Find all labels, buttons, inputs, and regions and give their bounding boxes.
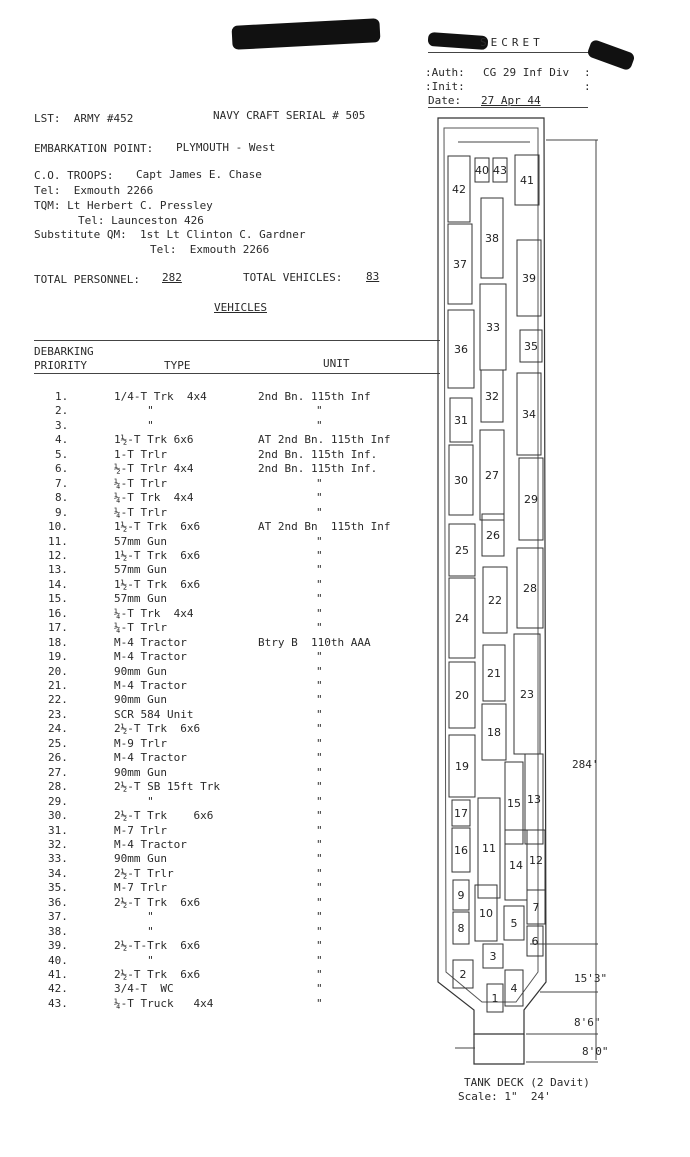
vehicle-slot-label-11: 11: [482, 842, 496, 855]
type-cell: 1½-T Trk 6x6: [114, 577, 201, 591]
vehicle-slot-label-26: 26: [486, 529, 500, 542]
type-cell: 90mm Gun: [114, 664, 167, 678]
unit-cell: ": [316, 707, 323, 721]
priority-cell: 21.: [48, 679, 68, 692]
co-troops-label: C.O. TROOPS:: [34, 169, 114, 182]
tqm-tel: Tel: Launceston 426: [78, 214, 204, 227]
type-cell: ¼-T Truck 4x4: [114, 996, 214, 1010]
priority-cell: 15.: [48, 592, 68, 606]
co-troops-value: Capt James E. Chase: [136, 168, 262, 181]
vehicle-slot-label-2: 2: [459, 968, 467, 981]
type-cell: 90mm Gun: [114, 852, 167, 866]
priority-cell: 43.: [48, 996, 68, 1010]
unit-cell: AT 2nd Bn. 115th Inf: [258, 433, 391, 447]
priority-cell: 11.: [48, 534, 68, 548]
type-cell: 1-T Trlr: [114, 447, 167, 461]
type-cell: ": [114, 418, 154, 432]
unit-cell: ": [316, 577, 323, 591]
unit-cell: ": [316, 736, 323, 750]
priority-cell: 6.: [55, 462, 69, 476]
vehicle-slot-label-5: 5: [510, 917, 518, 930]
type-cell: ½-T Trlr 4x4: [114, 462, 194, 476]
unit-cell: ": [316, 404, 323, 418]
type-cell: M-4 Tractor: [114, 635, 187, 649]
type-cell: 2½-T Trk 6x6: [114, 895, 201, 909]
vehicle-slot-label-34: 34: [522, 408, 536, 421]
type-cell: SCR 584 Unit: [114, 707, 194, 721]
priority-cell: 5.: [55, 447, 69, 461]
col-debarking-1: DEBARKING: [34, 345, 94, 358]
vehicle-slot-label-31: 31: [454, 414, 468, 427]
type-cell: M-4 Tractor: [114, 751, 187, 765]
vehicle-slot-label-41: 41: [520, 174, 534, 187]
lst-number: LST: ARMY #452: [34, 112, 134, 125]
priority-cell: 8.: [55, 491, 69, 505]
total-vehicles-value: 83: [366, 270, 380, 283]
vehicle-slot-label-38: 38: [485, 232, 499, 245]
type-cell: ": [114, 924, 154, 938]
embarkation-value: PLYMOUTH - West: [176, 141, 276, 154]
unit-cell: ": [316, 476, 323, 490]
unit-cell: ": [316, 809, 323, 823]
unit-cell: ": [316, 534, 323, 548]
unit-cell: ": [316, 418, 323, 432]
priority-cell: 24.: [48, 722, 68, 736]
vehicle-slot-label-13: 13: [527, 793, 541, 806]
type-cell: 1½-T Trk 6x6: [114, 548, 201, 562]
navy-serial: NAVY CRAFT SERIAL # 505: [213, 109, 366, 122]
priority-cell: 13.: [48, 563, 68, 577]
unit-cell: ": [316, 895, 323, 909]
vehicle-slot-label-35: 35: [524, 340, 538, 353]
priority-cell: 16.: [48, 606, 68, 620]
priority-cell: 10.: [48, 520, 68, 534]
dim-2: 8'6": [574, 1016, 601, 1029]
type-cell: 2½-T Trk 6x6: [114, 809, 214, 823]
col-debarking-2: PRIORITY: [34, 359, 87, 372]
vehicle-slot-label-22: 22: [488, 594, 502, 607]
vehicle-slot-label-20: 20: [455, 689, 469, 702]
priority-cell: 33.: [48, 852, 68, 866]
priority-cell: 25.: [48, 736, 68, 750]
vehicle-slot-label-12: 12: [529, 854, 543, 867]
type-cell: ": [114, 794, 154, 808]
type-cell: M-4 Tractor: [114, 679, 187, 692]
vehicle-slot-label-33: 33: [486, 321, 500, 334]
unit-cell: ": [316, 924, 323, 938]
unit-cell: ": [316, 751, 323, 765]
vehicle-slot-label-14: 14: [509, 859, 523, 872]
vehicle-slot-label-43: 43: [493, 164, 507, 177]
priority-cell: 18.: [48, 635, 68, 649]
unit-cell: ": [316, 881, 323, 895]
vehicle-slot-label-30: 30: [454, 474, 468, 487]
unit-cell: ": [316, 939, 323, 953]
type-cell: M-7 Trlr: [114, 823, 167, 837]
unit-cell: ": [316, 621, 323, 635]
dim-length: 284': [572, 758, 599, 771]
priority-cell: 26.: [48, 751, 68, 765]
unit-cell: ": [316, 953, 323, 967]
bow-ramp: [474, 1034, 524, 1064]
priority-cell: 14.: [48, 577, 68, 591]
type-cell: 1/4-T Trk 4x4: [114, 390, 207, 403]
unit-cell: Btry B 110th AAA: [258, 635, 371, 649]
type-cell: ": [114, 953, 154, 967]
priority-cell: 1.: [55, 390, 69, 403]
priority-cell: 37.: [48, 910, 68, 924]
priority-cell: 29.: [48, 794, 68, 808]
vehicle-slot-label-42: 42: [452, 183, 466, 196]
priority-cell: 41.: [48, 968, 68, 981]
auth-label: :Auth:: [425, 66, 465, 79]
vehicle-slot-label-1: 1: [491, 992, 499, 1005]
priority-cell: 39.: [48, 939, 68, 953]
type-cell: ¼-T Trlr: [114, 505, 167, 519]
priority-cell: 38.: [48, 924, 68, 938]
total-vehicles-label: TOTAL VEHICLES:: [243, 271, 343, 284]
unit-cell: ": [316, 794, 323, 808]
deck-scale: Scale: 1" 24': [458, 1090, 551, 1103]
vehicle-slot-label-40: 40: [475, 164, 489, 177]
dim-3: 8'0": [582, 1045, 609, 1058]
unit-cell: ": [316, 664, 323, 678]
vehicle-slot-label-27: 27: [485, 469, 499, 482]
vehicles-heading: VEHICLES: [214, 301, 267, 314]
priority-cell: 32.: [48, 837, 68, 851]
unit-cell: ": [316, 866, 323, 880]
vehicle-slot-label-32: 32: [485, 390, 499, 403]
total-personnel-value: 282: [162, 271, 182, 284]
tqm: TQM: Lt Herbert C. Pressley: [34, 199, 213, 212]
priority-cell: 12.: [48, 548, 68, 562]
unit-cell: ": [316, 765, 323, 779]
vehicle-slot-label-8: 8: [457, 922, 465, 935]
priority-cell: 28.: [48, 780, 68, 794]
total-personnel-label: TOTAL PERSONNEL:: [34, 273, 140, 286]
vehicle-slot-label-16: 16: [454, 844, 468, 857]
col-unit: UNIT: [323, 357, 350, 370]
type-cell: 2½-T-Trk 6x6: [114, 939, 201, 953]
init-end: :: [584, 80, 591, 93]
vehicle-slot-label-9: 9: [457, 889, 465, 902]
vehicle-slot-label-15: 15: [507, 797, 521, 810]
priority-cell: 23.: [48, 707, 68, 721]
date-value: 27 Apr 44: [481, 94, 541, 107]
type-cell: 90mm Gun: [114, 693, 167, 707]
type-cell: 2½-T Trk 6x6: [114, 968, 201, 981]
type-cell: 1½-T Trk 6x6: [114, 520, 201, 534]
vehicle-slot-label-3: 3: [489, 950, 497, 963]
unit-cell: ": [316, 852, 323, 866]
vehicle-slot-label-36: 36: [454, 343, 468, 356]
unit-cell: ": [316, 650, 323, 664]
co-tel: Tel: Exmouth 2266: [34, 184, 154, 197]
type-cell: M-9 Trlr: [114, 736, 167, 750]
type-cell: 2½-T Trlr: [114, 866, 174, 880]
vehicle-slot-label-19: 19: [455, 760, 469, 773]
vehicle-slot-label-6: 6: [531, 935, 539, 948]
priority-cell: 35.: [48, 881, 68, 895]
vehicle-slot-label-25: 25: [455, 544, 469, 557]
priority-cell: 20.: [48, 664, 68, 678]
type-cell: 90mm Gun: [114, 765, 167, 779]
vehicle-slot-label-17: 17: [454, 807, 468, 820]
priority-cell: 3.: [55, 418, 69, 432]
priority-cell: 27.: [48, 765, 68, 779]
priority-cell: 7.: [55, 476, 69, 490]
priority-cell: 31.: [48, 823, 68, 837]
unit-cell: 2nd Bn. 115th Inf: [258, 390, 371, 403]
auth-end: :: [584, 66, 591, 79]
type-cell: ¼-T Trlr: [114, 476, 167, 490]
unit-cell: ": [316, 823, 323, 837]
priority-cell: 4.: [55, 433, 69, 447]
priority-cell: 42.: [48, 982, 68, 996]
init-label: :Init:: [425, 80, 465, 93]
type-cell: M-7 Trlr: [114, 881, 167, 895]
unit-cell: ": [316, 693, 323, 707]
priority-cell: 30.: [48, 809, 68, 823]
vehicle-slot-label-23: 23: [520, 688, 534, 701]
type-cell: M-4 Tractor: [114, 650, 187, 664]
sub-qm-tel: Tel: Exmouth 2266: [150, 243, 270, 256]
unit-cell: ": [316, 679, 323, 692]
date-label: Date:: [428, 94, 462, 107]
type-cell: 2½-T SB 15ft Trk: [114, 780, 220, 794]
embarkation-label: EMBARKATION POINT:: [34, 142, 154, 155]
vehicle-slot-label-37: 37: [453, 258, 467, 271]
type-cell: 2½-T Trk 6x6: [114, 722, 201, 736]
dim-1: 15'3": [574, 972, 608, 985]
vehicle-slot-label-24: 24: [455, 612, 469, 625]
type-cell: ¼-T Trk 4x4: [114, 606, 194, 620]
unit-cell: ": [316, 548, 323, 562]
vehicle-slot-label-4: 4: [510, 982, 518, 995]
type-cell: ¼-T Trk 4x4: [114, 491, 194, 505]
unit-cell: ": [316, 722, 323, 736]
unit-cell: AT 2nd Bn 115th Inf: [258, 520, 391, 534]
vehicle-slot-label-10: 10: [479, 907, 493, 920]
unit-cell: ": [316, 505, 323, 519]
priority-cell: 40.: [48, 953, 68, 967]
type-cell: 1½-T Trk 6x6: [114, 433, 194, 447]
type-cell: 57mm Gun: [114, 592, 167, 606]
unit-cell: ": [316, 910, 323, 924]
priority-cell: 9.: [55, 505, 69, 519]
unit-cell: ": [316, 563, 323, 577]
sub-qm: Substitute QM: 1st Lt Clinton C. Gardner: [34, 228, 306, 241]
unit-cell: ": [316, 780, 323, 794]
unit-cell: ": [316, 968, 323, 981]
type-cell: 3/4-T WC: [114, 982, 174, 996]
priority-cell: 17.: [48, 621, 68, 635]
unit-cell: ": [316, 606, 323, 620]
priority-cell: 19.: [48, 650, 68, 664]
priority-cell: 34.: [48, 866, 68, 880]
vehicle-slot-label-7: 7: [532, 901, 540, 914]
unit-cell: 2nd Bn. 115th Inf.: [258, 447, 378, 461]
unit-cell: ": [316, 491, 323, 505]
unit-cell: ": [316, 996, 323, 1010]
priority-cell: 36.: [48, 895, 68, 909]
deck-caption: TANK DECK (2 Davit): [464, 1076, 590, 1089]
type-cell: 57mm Gun: [114, 563, 167, 577]
col-type: TYPE: [164, 359, 191, 372]
vehicle-slot-label-29: 29: [524, 493, 538, 506]
vehicle-slot-label-18: 18: [487, 726, 501, 739]
vehicle-slot-label-21: 21: [487, 667, 501, 680]
type-cell: ": [114, 404, 154, 418]
type-cell: M-4 Tractor: [114, 837, 187, 851]
unit-cell: ": [316, 982, 323, 996]
vehicle-slot-label-39: 39: [522, 272, 536, 285]
priority-cell: 22.: [48, 693, 68, 707]
priority-cell: 2.: [55, 404, 69, 418]
classification-marking: SECRET: [480, 36, 544, 49]
unit-cell: 2nd Bn. 115th Inf.: [258, 462, 378, 476]
type-cell: ¼-T Trlr: [114, 621, 167, 635]
vehicle-slot-label-28: 28: [523, 582, 537, 595]
type-cell: ": [114, 910, 154, 924]
type-cell: 57mm Gun: [114, 534, 167, 548]
unit-cell: ": [316, 837, 323, 851]
unit-cell: ": [316, 592, 323, 606]
auth-value: CG 29 Inf Div: [483, 66, 570, 79]
